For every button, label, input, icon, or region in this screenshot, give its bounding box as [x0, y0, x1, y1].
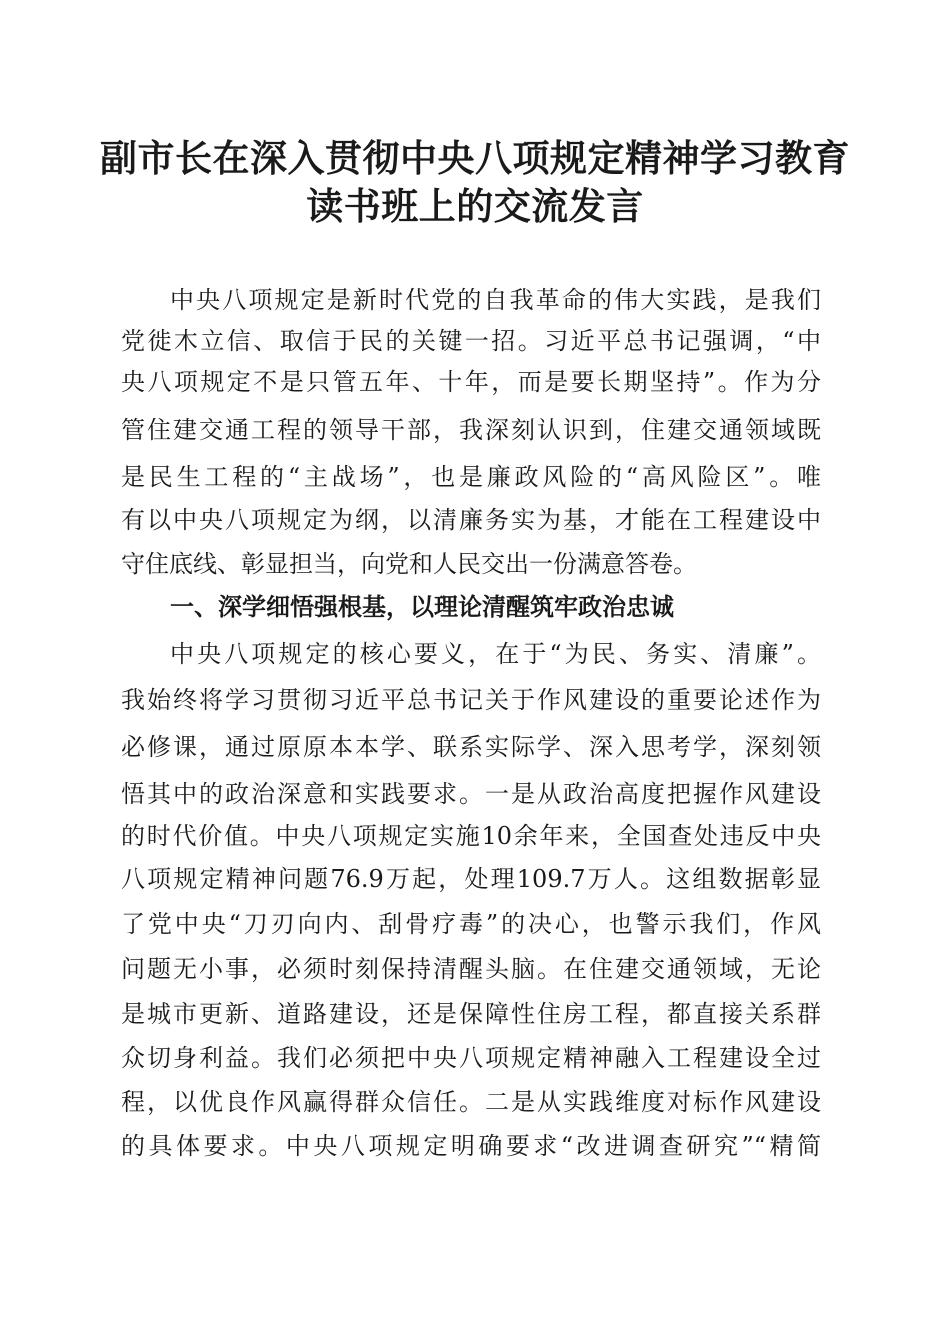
paragraph-line: 了党中央“刀刃向内、刮骨疗毒”的决心，也警示我们，作风: [121, 910, 821, 938]
paragraph-line: 悟其中的政治深意和实践要求。一是从政治高度把握作风建设: [121, 780, 821, 808]
paragraph-line: 是城市更新、道路建设，还是保障性住房工程，都直接关系群: [121, 1000, 821, 1028]
section-heading: 一、深学细悟强根基，以理论清醒筑牢政治忠诚: [170, 593, 674, 621]
paragraph-line: 是民生工程的“主战场”，也是廉政风险的“高风险区”。唯: [121, 463, 821, 491]
paragraph-line: 必修课，通过原原本本学、联系实际学、深入思考学，深刻领: [121, 733, 821, 761]
document-title-line-2: 读书班上的交流发言: [306, 185, 644, 228]
paragraph-line: 众切身利益。我们必须把中央八项规定精神融入工程建设全过: [121, 1044, 821, 1072]
paragraph-line: 中央八项规定的核心要义，在于“为民、务实、清廉”。: [170, 640, 821, 668]
paragraph-line: 守住底线、彰显担当，向党和人民交出一份满意答卷。: [121, 550, 697, 578]
paragraph-line: 管住建交通工程的领导干部，我深刻认识到，住建交通领域既: [121, 416, 821, 444]
paragraph-line: 中央八项规定是新时代党的自我革命的伟大实践，是我们: [170, 286, 821, 314]
paragraph-line: 的具体要求。中央八项规定明确要求“改进调查研究”“精简: [121, 1132, 821, 1160]
paragraph-line: 八项规定精神问题76.9万起，处理109.7万人。这组数据彰显: [121, 865, 821, 893]
paragraph-line: 问题无小事，必须时刻保持清醒头脑。在住建交通领域，无论: [121, 955, 821, 983]
document-title-line-1: 副市长在深入贯彻中央八项规定精神学习教育: [100, 137, 850, 180]
paragraph-line: 有以中央八项规定为纲，以清廉务实为基，才能在工程建设中: [121, 506, 821, 534]
paragraph-line: 的时代价值。中央八项规定实施10余年来，全国查处违反中央: [121, 822, 821, 850]
paragraph-line: 我始终将学习贯彻习近平总书记关于作风建设的重要论述作为: [121, 686, 821, 714]
paragraph-line: 央八项规定不是只管五年、十年，而是要长期坚持”。作为分: [121, 368, 821, 396]
paragraph-line: 程，以优良作风赢得群众信任。二是从实践维度对标作风建设: [121, 1088, 821, 1116]
paragraph-line: 党徙木立信、取信于民的关键一招。习近平总书记强调，“中: [121, 327, 821, 355]
